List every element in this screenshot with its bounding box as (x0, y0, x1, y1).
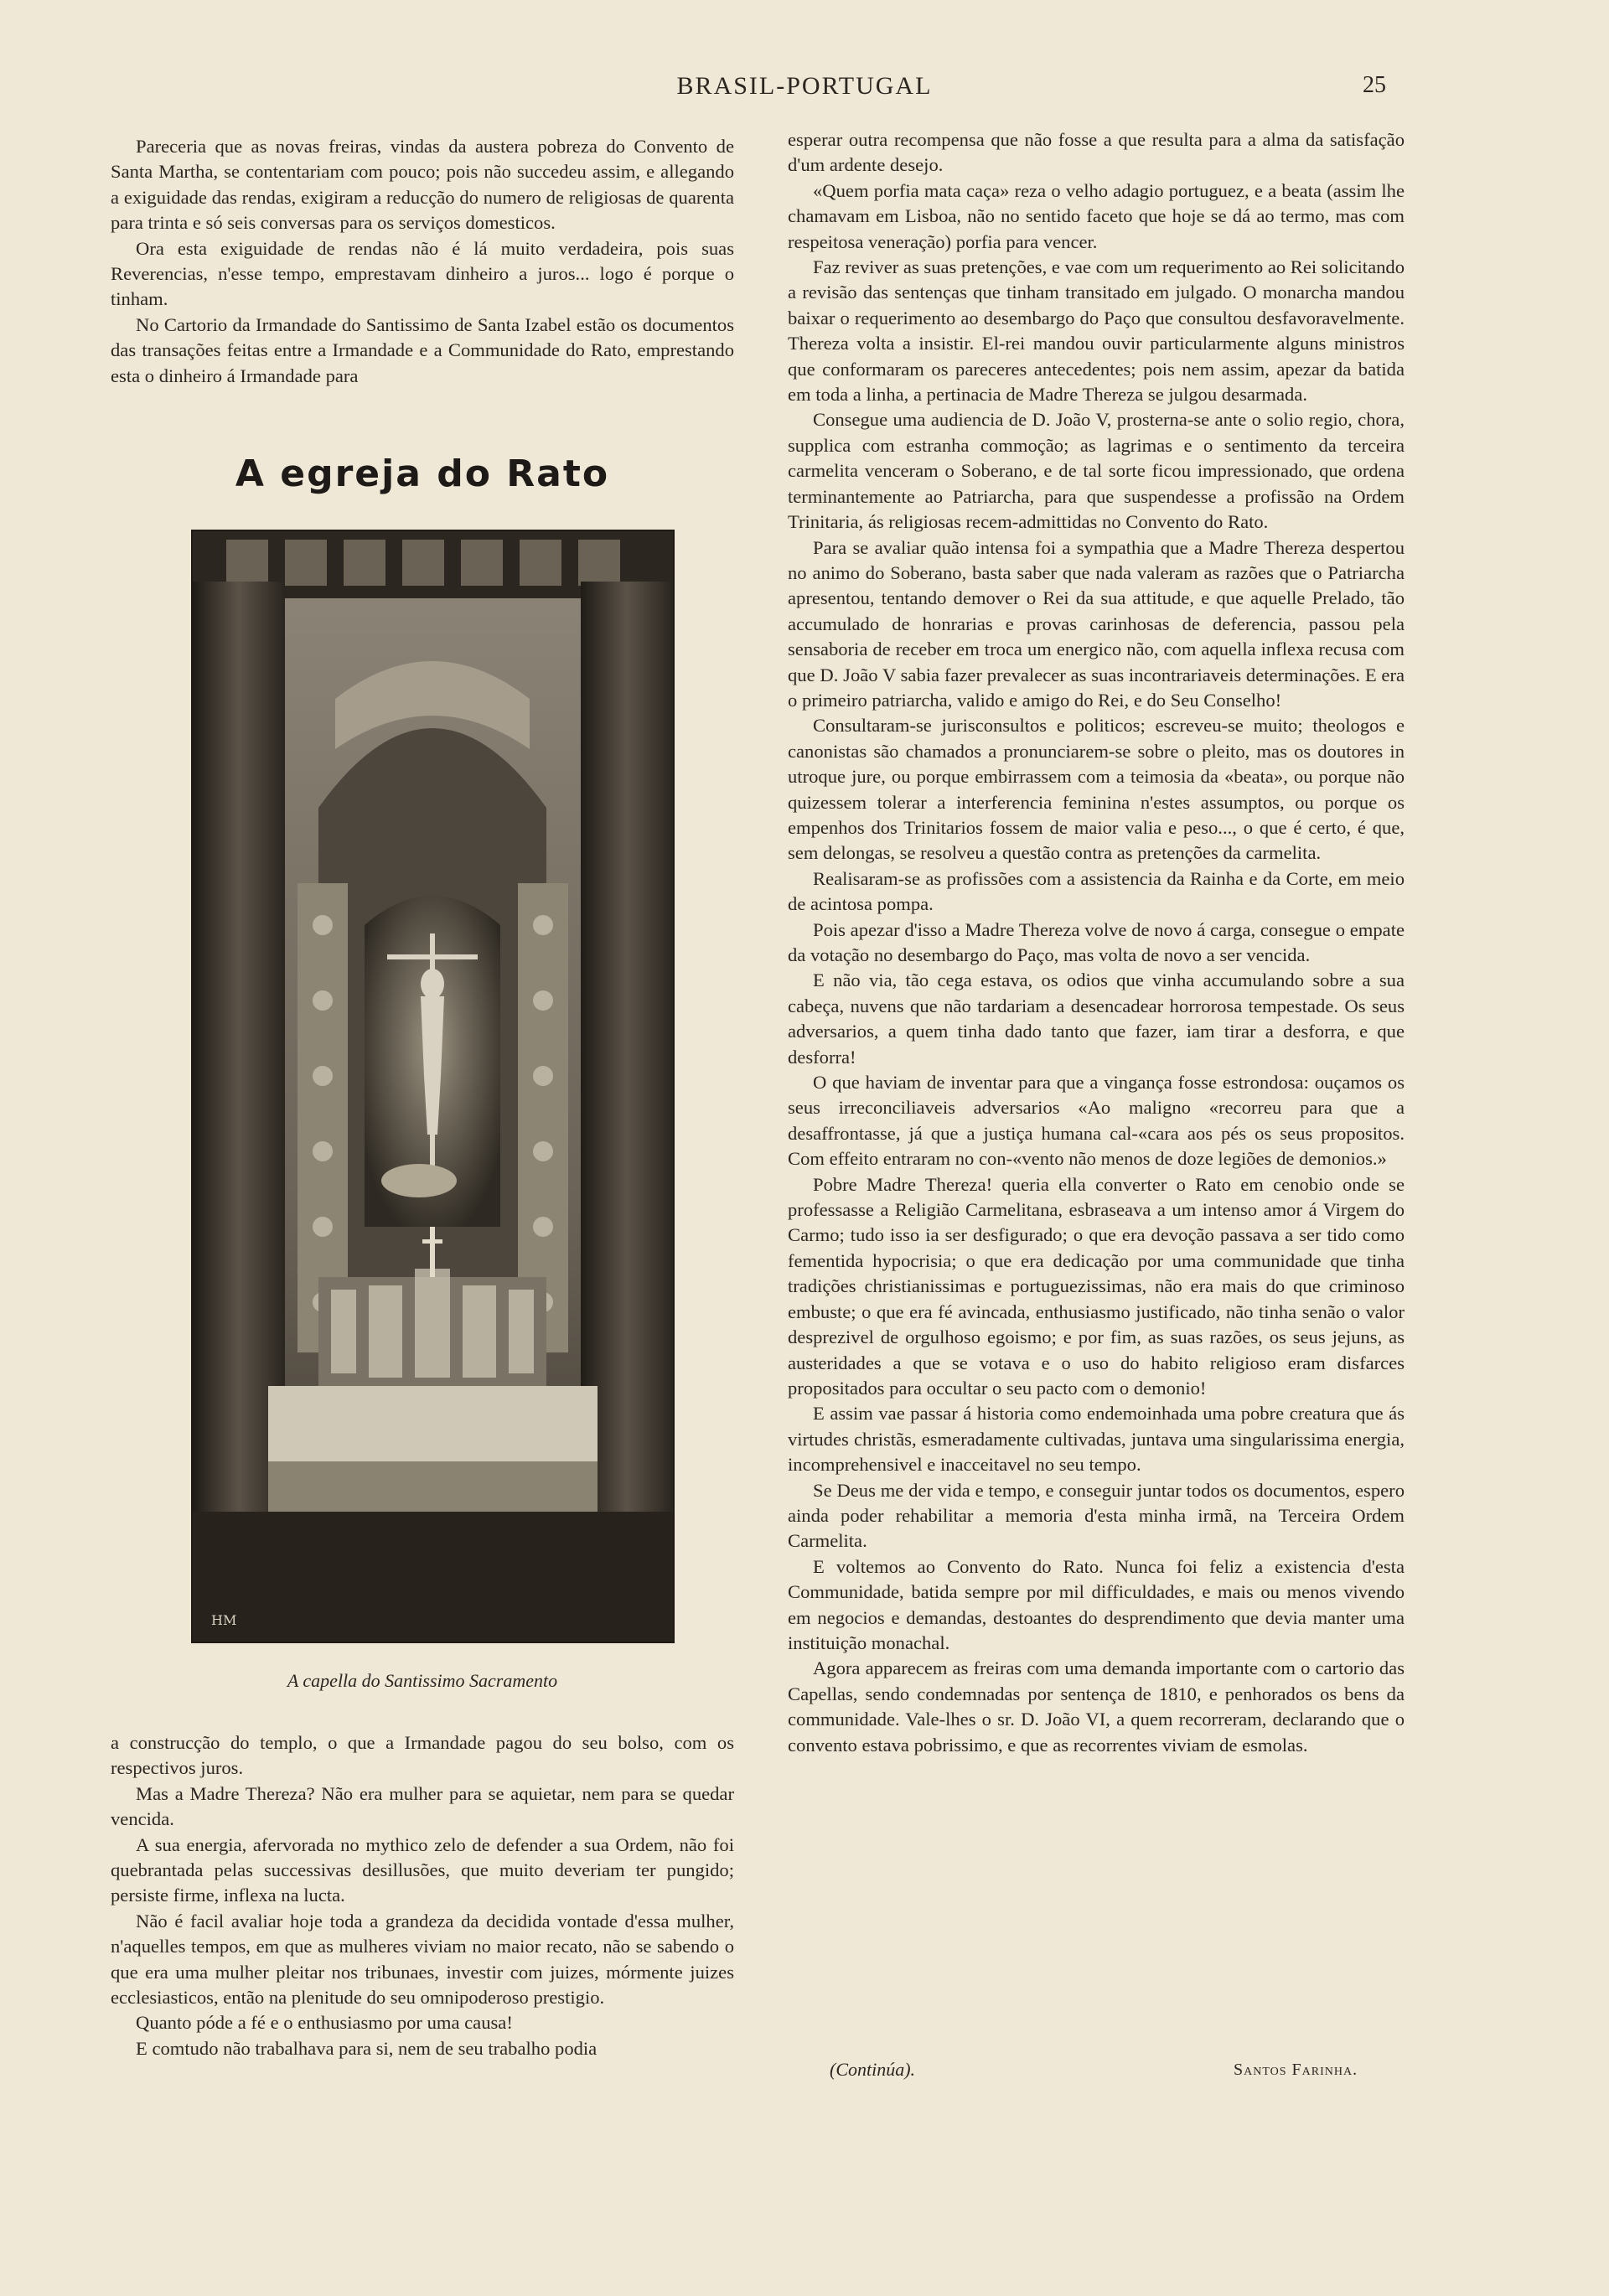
paragraph: Faz reviver as suas pretenções, e vae com um requerimento ao Rei solicitando a revisão das sentenças que tinham transitado em julgado. O monarcha mandou baixar o requerimento ao desembargo do Paço que consultou desfavoravelmente. Thereza volta a insistir. El-rei mandou ouvir particularmente alguns ministros que conformaram os pareceres antecedentes; pois nem assim, apezar da batida em toda a linha, a pertinacia de Madre Thereza se julgou desarmada. (788, 256, 1405, 406)
chapel-photograph-illustration (193, 531, 673, 1642)
paragraph: Não é facil avaliar hoje toda a grandeza da decidida vontade d'essa mulher, n'aquelles tempos, em que as mulheres viviam no maior recato, não se sabendo o que era uma mulher pleitar nos tribunaes, investir com juizes, mórmente juizes ecclesiasticos, então na plenitude do seu omnipoderoso prestigio. (111, 1910, 734, 2009)
photo-monogram: HM (211, 1612, 237, 1628)
paragraph: No Cartorio da Irmandade do Santissimo de Santa Izabel estão os documentos das transações feitas entre a Irmandade e a Communidade do Rato, emprestando esta o dinheiro á Irmandade para (111, 313, 734, 386)
paragraph: E não via, tão cega estava, os odios que vinha accumulando sobre a sua cabeça, nuvens que não tardariam a desencadear horrorosa tempestade. Os seus adversarios, a quem tinha dado tanto que fazer, iam tirar a desforra, e que desforra! (788, 970, 1405, 1068)
left-column-bottom (111, 1730, 734, 2061)
paragraph: E comtudo não trabalhava para si, nem de seu trabalho podia (136, 2037, 598, 2059)
page-number: 25 (1363, 72, 1386, 98)
paragraph: Consegue uma audiencia de D. João V, prosterna-se ante o solio regio, chora, supplica com estranha commoção; as lagrimas e o sentimento da terceira carmelita venceram o Soberano, e de tal sorte ficou impressionado, que ordena terminantemente ao Patriarcha, para que suspendesse a profissão na Ordem Trinitaria, ás religiosas recem-admittidas no Convento do Rato. (788, 409, 1405, 533)
photo-caption: A capella do Santissimo Sacramento (287, 1670, 558, 1691)
paragraph: Pois apezar d'isso a Madre Thereza volve de novo á carga, consegue o empate da votação no desembargo do Paço, mas volta de novo a ser vencida. (788, 918, 1405, 965)
paragraph: esperar outra recompensa que não fosse a que resulta para a alma da satisfação d'um ardente desejo. (788, 129, 1405, 176)
paragraph: A sua energia, afervorada no mythico zelo de defender a sua Ordem, não foi quebrantada pelas successivas desillusões, que muito deveriam ter pungido; persiste firme, inflexa na lucta. (111, 1833, 734, 1906)
paragraph: Para se avaliar quão intensa foi a sympathia que a Madre Thereza despertou no animo do Soberano, basta saber que nada valeram as razões que o Patriarcha apresentou, tentando demover o Rei da sua attitude, e que aquelle Prelado, tão accumulado de honrarias e provas carinhosas de deferencia, passou pela sensaboria de receber em troca um energico não, com aquella inflexa recusa com que D. João V sabia fazer prevalecer as suas incontrariaveis determinações. E era o primeiro patriarcha, valido e amigo do Rei, e do Seu Conselho! (788, 536, 1405, 711)
left-column-top (111, 134, 734, 389)
paragraph: Pobre Madre Thereza! queria ella converter o Rato em cenobio onde se professasse a Religião Carmelitana, esbraseava a um intenso amor á Virgem do Carmo; tudo isso ia ser desfigurado; o que era devoção passava a ser tido como fementida hypocrisia; o que era dedicação por uma communidade que tinha tradições christianissimas e portuguezissimas, não era mais do que criminoso embuste; o que era fé avincada, enthusiasmo justificado, não tinha senão o valor desprezivel de orgulhoso egoismo; e por fim, as suas razões, os seus jejuns, as austeridades a que se votava e o uso do habito religioso eram disfarces propositados para occultar o seu pacto com o demonio! (788, 1173, 1405, 1399)
author-signature: Santos Farinha. (1234, 2061, 1358, 2079)
paragraph: Mas a Madre Thereza? Não era mulher para se aquietar, nem para se quedar vencida. (111, 1782, 734, 1830)
paragraph: E assim vae passar á historia como endemoinhada uma pobre creatura que ás virtudes christãs, esmeradamente cultivadas, juntava uma singularissima energia, incomprehensivel e inacceitavel no seu tempo. (788, 1403, 1405, 1476)
paragraph: a construcção do templo, o que a Irmandade pagou do seu bolso, com os respectivos juros. (111, 1732, 734, 1779)
chapel-photograph (191, 530, 675, 1643)
paragraph: Pareceria que as novas freiras, vindas da austera pobreza do Convento de Santa Martha, se contentariam com pouco; pois não succedeu assim, e allegando a exiguidade das rendas, exigiram a reducção do numero de religiosas de quarenta para trinta e só seis conversas para os serviços domesticos. (111, 136, 734, 234)
paragraph: Ora esta exiguidade de rendas não é lá muito verdadeira, pois suas Reverencias, n'esse tempo, emprestavam dinheiro a juros... logo é porque o tinham. (111, 237, 734, 310)
article-heading: A egreja do Rato (235, 452, 610, 495)
page-header-title: BRASIL-PORTUGAL (676, 72, 933, 100)
paragraph: Quanto póde a fé e o enthusiasmo por uma causa! (136, 2012, 513, 2034)
paragraph: «Quem porfia mata caça» reza o velho adagio portuguez, e a beata (assim lhe chamavam em Lisboa, não no sentido faceto que hoje se dá ao termo, mas com respeitosa veneração) porfia para vencer. (788, 179, 1405, 252)
paragraph: O que haviam de inventar para que a vingança fosse estrondosa: ouçamos os seus irreconciliaveis adversarios «Ao maligno «recorreu para que a desaffrontasse, já que a justiça humana cal-«cara aos pés os seus propositos. Com effeito entraram no con-«vento não menos de doze legiões de demonios.» (788, 1072, 1405, 1170)
paragraph: Agora apparecem as freiras com uma demanda importante com o cartorio das Capellas, sendo condemnadas por sentença de 1810, e penhorados os bens da communidade. Vale-lhes o sr. D. João VI, a quem recorreram, declarando que o convento estava pobrissimo, e que as recorrentes viviam de esmolas. (788, 1657, 1405, 1756)
right-column (788, 127, 1405, 1758)
paragraph: E voltemos ao Convento do Rato. Nunca foi feliz a existencia d'esta Communidade, batida sempre por mil difficuldades, e mais ou menos vivendo em negocios e demandas, destoantes do desprendimento que devia manter uma instituição monachal. (788, 1555, 1405, 1653)
continua-note: (Continúa). (830, 2059, 916, 2080)
paragraph: Realisaram-se as profissões com a assistencia da Rainha e da Corte, em meio de acintosa pompa. (788, 867, 1405, 915)
paragraph: Se Deus me der vida e tempo, e conseguir juntar todos os documentos, espero ainda poder rehabilitar a memoria d'esta minha irmã, na Terceira Ordem Carmelita. (788, 1479, 1405, 1552)
paragraph: Consultaram-se jurisconsultos e politicos; escreveu-se muito; theologos e canonistas são chamados a pronunciarem-se sobre o pleito, mas os doutores in utroque jure, ou porque embirrassem com a teimosia da «beata», ou porque não quizessem tolerar a interferencia feminina n'estes assumptos, ou porque os empenhos dos Trinitarios fossem de maior valia e peso..., o que é certo, é que, sem delongas, se resolveu a questão contra as pretenções da carmelita. (788, 715, 1405, 864)
